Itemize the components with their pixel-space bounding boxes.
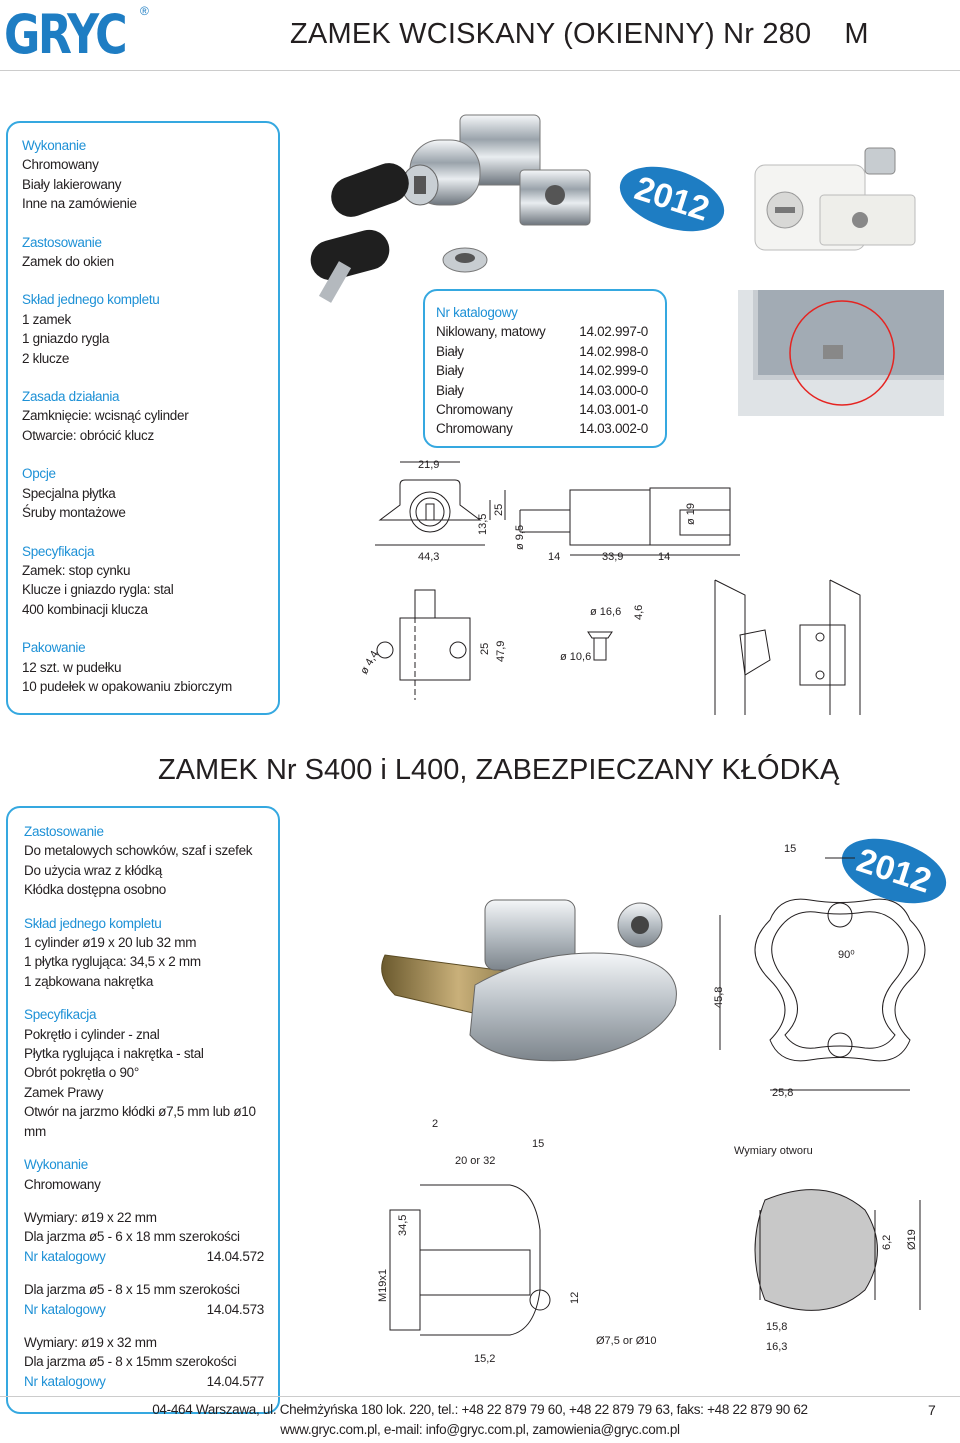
sklad-item: 1 płytka ryglująca: 34,5 x 2 mm <box>24 954 201 970</box>
logo-text: GRYC <box>4 3 126 66</box>
zasada-label: Zasada działania <box>22 389 120 405</box>
sklad-item: 1 cylinder ø19 x 20 lub 32 mm <box>24 935 197 951</box>
dim-label: Ø7,5 or Ø10 <box>596 1335 657 1347</box>
sklad-item: 1 gniazdo rygla <box>22 331 110 347</box>
pakowanie-label: Pakowanie <box>22 640 86 656</box>
dim-label: 4,6 <box>633 604 645 620</box>
specyfikacja-item: 400 kombinacji klucza <box>22 601 148 617</box>
dim-label: ø 4,4 <box>358 648 382 677</box>
wykonanie-label: Wykonanie <box>22 138 86 153</box>
dim-label: 45,8 <box>713 986 725 1008</box>
catalog-code: 14.04.572 <box>206 1248 264 1264</box>
catalog-row: Chromowany 14.03.001-0 <box>436 402 648 418</box>
specyfikacja-item: Pokrętło i cylinder - znal <box>24 1026 160 1042</box>
catalog-table <box>436 303 648 439</box>
dim-label: Ø19 <box>906 1229 918 1250</box>
zastosowanie-item: Kłódka dostępna osobno <box>24 882 167 898</box>
catalog-label: Nr katalogowy <box>24 1301 106 1317</box>
registered-mark: ® <box>140 4 149 18</box>
info-text-1 <box>22 136 272 715</box>
specyfikacja-item: Obrót pokrętła o 90° <box>24 1065 139 1081</box>
variant-line: Dla jarzma ø5 - 8 x 15mm szerokości <box>24 1354 237 1370</box>
dim-label: 15,2 <box>474 1353 496 1365</box>
year-badge: 2012 <box>612 155 733 244</box>
dim-label: ø 19 <box>685 502 697 525</box>
dim-label: 14 <box>658 551 671 563</box>
catalog-row: Niklowany, matowy 14.02.997-0 <box>436 324 648 340</box>
variant-line: Wymiary: ø19 x 22 mm <box>24 1209 157 1225</box>
dim-label: 34,5 <box>397 1214 409 1236</box>
catalog-row: Biały 14.02.999-0 <box>436 363 648 379</box>
dim-label: M19x1 <box>377 1268 389 1302</box>
gryc-logo <box>4 3 142 66</box>
sklad-item: 1 zamek <box>22 311 71 327</box>
zastosowanie-item: Do metalowych schowków, szaf i szefek <box>24 843 253 859</box>
opcje-label: Opcje <box>22 466 56 482</box>
specyfikacja-item: Otwór na jarzmo kłódki ø7,5 mm lub ø10 mm <box>24 1104 256 1139</box>
dim-label: 20 or 32 <box>455 1155 496 1167</box>
wykonanie-item: Chromowany <box>22 157 99 173</box>
pakowanie-item: 12 szt. w pudełku <box>22 659 122 675</box>
window-install-photo <box>738 290 944 416</box>
wykonanie-item: Inne na zamówienie <box>22 196 137 212</box>
catalog-label: Nr katalogowy <box>24 1248 106 1264</box>
variant-line: Dla jarzma ø5 - 6 x 18 mm szerokości <box>24 1229 240 1245</box>
specyfikacja-item: Płytka ryglująca i nakrętka - stal <box>24 1046 204 1062</box>
variant-line: Wymiary: ø19 x 32 mm <box>24 1334 157 1350</box>
catalog-code: 14.04.573 <box>206 1301 264 1317</box>
wykonanie-item: Biały lakierowany <box>22 176 122 192</box>
pakowanie-item: 10 pudełek w opakowaniu zbiorczym <box>22 678 232 694</box>
zastosowanie-label: Zastosowanie <box>22 234 102 250</box>
zasada-item: Zamknięcie: wcisnąć cylinder <box>22 408 189 424</box>
zastosowanie-item: Do użycia wraz z kłódką <box>24 862 162 878</box>
specyfikacja-label: Specyfikacja <box>22 543 95 559</box>
year-badge: 2012 <box>834 827 955 916</box>
page-number: 7 <box>928 1402 936 1418</box>
dim-label: 90⁰ <box>838 949 855 961</box>
dim-label: 15 <box>532 1138 545 1150</box>
page-title: ZAMEK WCISKANY (OKIENNY) Nr 280 M <box>290 18 869 50</box>
section2-title: ZAMEK Nr S400 i L400, ZABEZPIECZANY KŁÓDKĄ <box>158 754 840 786</box>
catalog-row: Biały 14.03.000-0 <box>436 382 648 398</box>
sklad-item: 2 klucze <box>22 350 70 366</box>
dim-label: 25 <box>493 503 505 516</box>
dim-label: 47,9 <box>495 640 507 662</box>
dim-label: 25,8 <box>772 1087 794 1099</box>
opcje-item: Śruby montażowe <box>22 505 126 521</box>
sklad-item: 1 ząbkowana nakrętka <box>24 973 154 989</box>
catalog-row: Chromowany 14.03.002-0 <box>436 421 648 437</box>
specyfikacja-item: Klucze i gniazdo rygla: stal <box>22 582 174 598</box>
specyfikacja-item: Zamek Prawy <box>24 1084 104 1100</box>
zastosowanie-label: Zastosowanie <box>24 824 104 839</box>
dim-label: 15,8 <box>766 1321 788 1333</box>
dim-label: ø 9,5 <box>514 524 526 550</box>
sklad-label: Skład jednego kompletu <box>22 292 160 308</box>
footer-address: 04-464 Warszawa, ul. Chełmżyńska 180 lok. 220, tel.: +48 22 879 79 60, +48 22 879 79 63, faks: +48 22 879 90 62 <box>152 1402 808 1417</box>
footer-rule <box>0 1396 960 1397</box>
technical-drawing-2 <box>360 830 955 1390</box>
sklad-label: Skład jednego kompletu <box>24 915 162 931</box>
dim-label: 13,5 <box>477 513 489 535</box>
dim-label: 16,3 <box>766 1341 788 1353</box>
dim-label: ø 10,6 <box>560 651 592 663</box>
dim-label: 15 <box>784 843 797 855</box>
dim-label: 12 <box>569 1291 581 1304</box>
dim-label: 44,3 <box>418 551 440 563</box>
white-lock-photo <box>740 140 950 260</box>
catalog-code: 14.04.577 <box>206 1373 264 1389</box>
zasada-item: Otwarcie: obrócić klucz <box>22 427 154 443</box>
variant-line: Dla jarzma ø5 - 8 x 15 mm szerokości <box>24 1282 240 1298</box>
catalog-label: Nr katalogowy <box>24 1373 106 1389</box>
header-rule <box>0 70 960 71</box>
dim-label: 6,2 <box>881 1234 893 1250</box>
dim-label: ø 16,6 <box>590 606 622 618</box>
technical-drawing-1 <box>340 450 950 720</box>
footer-contact: www.gryc.com.pl, e-mail: info@gryc.com.pl, zamowienia@gryc.com.pl <box>280 1422 680 1437</box>
dim-label: 25 <box>479 642 491 655</box>
specyfikacja-label: Specyfikacja <box>24 1007 97 1023</box>
specyfikacja-item: Zamek: stop cynku <box>22 562 131 578</box>
catalog-row: Biały 14.02.998-0 <box>436 343 648 359</box>
opcje-item: Specjalna płytka <box>22 485 116 501</box>
info-text-2 <box>24 822 276 1391</box>
catalog-label: Nr katalogowy <box>436 305 518 320</box>
dim-label: 21,9 <box>418 459 440 471</box>
wykonanie-label: Wykonanie <box>24 1157 88 1173</box>
hole-dimensions-label: Wymiary otworu <box>734 1145 813 1157</box>
dim-label: 2 <box>432 1118 439 1130</box>
zastosowanie-item: Zamek do okien <box>22 254 114 270</box>
dim-label: 33,9 <box>602 551 624 563</box>
dim-label: 14 <box>548 551 561 563</box>
wykonanie-item: Chromowany <box>24 1176 101 1192</box>
